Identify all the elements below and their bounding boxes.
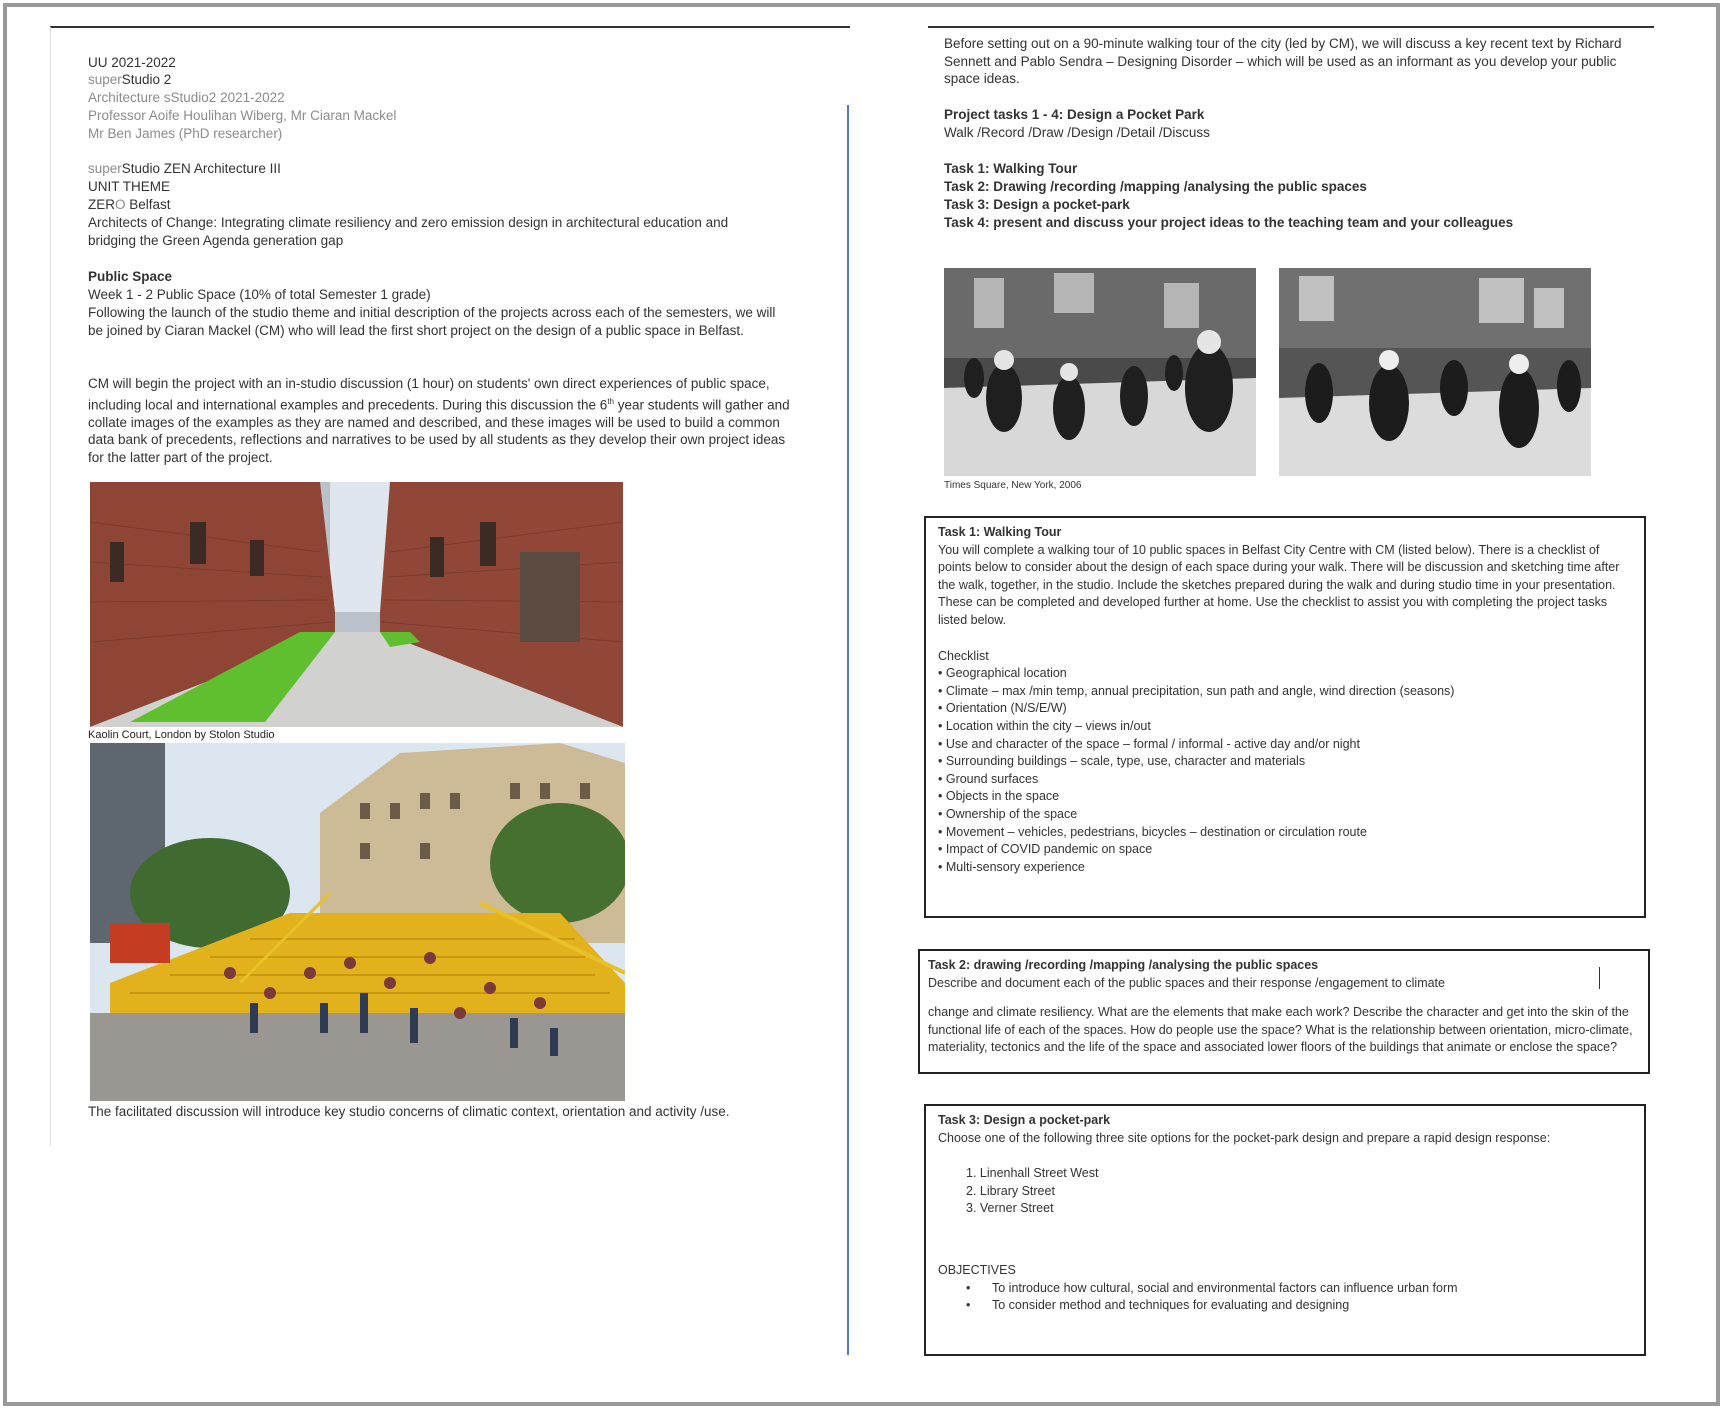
superstudio-line: [88, 160, 281, 178]
task3-title: Task 3: Design a pocket-park: [938, 1113, 1111, 1127]
yellow-steps-illustration: [90, 743, 625, 1101]
snowball-photo-1: [944, 268, 1256, 476]
objective-text: To consider method and techniques for evaluating and designing: [992, 1298, 1350, 1313]
public-space-heading: Public Space: [88, 269, 173, 284]
week-line: Week 1 - 2 Public Space (10% of total Semester 1 grade): [88, 287, 431, 302]
task2-line1: Describe and document each of the public spaces and their response /engagement to climate: [928, 975, 1445, 990]
cm-paragraph-b: year students will gather and collate images of the examples as they are named and described, and these images will be used to build a common data bank of precedents, reflections and narratives to be used by all students as they develop their own project ideas for the latter part of the project.: [88, 397, 790, 465]
checklist-item: • Multi-sensory experience: [938, 859, 1085, 874]
task3-body: Choose one of the following three site options for the pocket-park design and prepare a rapid design response:: [938, 1130, 1551, 1145]
task2-title: Task 2: drawing /recording /mapping /analysing the public spaces: [928, 958, 1319, 972]
task-list-item-3: Task 3: Design a pocket-park: [944, 197, 1130, 212]
zero-mark: O: [115, 197, 126, 212]
times-square-caption: Times Square, New York, 2006: [944, 480, 1082, 491]
checklist-item: • Movement – vehicles, pedestrians, bicycles – destination or circulation route: [938, 824, 1367, 839]
objective-item: [966, 1280, 1634, 1298]
checklist-item: • Ownership of the space: [938, 806, 1078, 821]
year-line: UU 2021-2022: [88, 55, 176, 70]
checklist-title: Checklist: [938, 648, 989, 663]
task2-box: [918, 949, 1650, 1074]
right-intro: Before setting out on a 90-minute walking tour of the city (led by CM), we will discuss a key recent text by Richard Sennett and Pablo Sendra – Designing Disorder – which will be used as an informant as you develop your public space ideas.: [944, 36, 1622, 86]
zero-suffix: Belfast: [125, 197, 171, 212]
checklist-item: • Objects in the space: [938, 789, 1060, 804]
objectives-title: OBJECTIVES: [938, 1262, 1016, 1277]
bullet-icon: •: [966, 1280, 971, 1295]
kaolin-caption: Kaolin Court, London by Stolon Studio: [88, 729, 275, 741]
super-prefix: super: [88, 72, 122, 87]
researcher-line: Mr Ben James (PhD researcher): [88, 126, 283, 141]
task1-title: Task 1: Walking Tour: [938, 525, 1062, 539]
closing-paragraph: The facilitated discussion will introduce key studio concerns of climatic context, orientation and activity /use.: [88, 1104, 730, 1119]
yellow-steps-photo: [90, 743, 625, 1101]
site-item: 2. Library Street: [966, 1183, 1055, 1198]
task-list-item-2: Task 2: Drawing /recording /mapping /analysing the public spaces: [944, 179, 1367, 194]
staff-line: Professor Aoife Houlihan Wiberg, Mr Ciaran Mackel: [88, 108, 397, 123]
objective-text: To introduce how cultural, social and environmental factors can influence urban form: [992, 1280, 1458, 1295]
task2-body: change and climate resiliency. What are the elements that make each work? Describe the character and get into the skin of the functional life of each of the spaces. How do people use the space? What is the relationship between orientation, micro-climate, materiality, tectonics and the life of the space and associated lower floors of the buildings that animate or enclose the space?: [928, 1005, 1633, 1055]
site-list: [938, 1165, 1634, 1218]
super-prefix-2: super: [88, 161, 122, 176]
page-divider: [847, 105, 849, 1355]
architects-of-change: Architects of Change: Integrating climate resiliency and zero emission design in architectural education and bridging the Green Agenda generation gap: [88, 215, 729, 248]
task-list-item-1: Task 1: Walking Tour: [944, 161, 1078, 176]
unit-theme: UNIT THEME: [88, 179, 171, 194]
checklist-item: • Orientation (N/S/E/W): [938, 701, 1067, 716]
snowball-illustration-1: [944, 268, 1256, 476]
checklist-item: • Location within the city – views in/out: [938, 718, 1151, 733]
zero-prefix: ZER: [88, 197, 115, 212]
project-tasks-heading: Project tasks 1 - 4: Design a Pocket Park: [944, 107, 1205, 122]
course-line: Architecture sStudio2 2021-2022: [88, 90, 285, 105]
superstudio-name: Studio ZEN Architecture III: [121, 161, 281, 176]
site-item: 3. Verner Street: [966, 1201, 1054, 1216]
checklist-item: • Climate – max /min temp, annual precipitation, sun path and angle, wind direction (seasons): [938, 683, 1455, 698]
snowball-photo-2: [1279, 268, 1591, 476]
task-list-item-4: Task 4: present and discuss your project ideas to the teaching team and your colleagues: [944, 215, 1514, 230]
bullet-icon: •: [966, 1298, 971, 1313]
checklist-item: • Use and character of the space – formal / informal - active day and/or night: [938, 736, 1360, 751]
objectives-list: [938, 1280, 1634, 1315]
kaolin-court-illustration: [90, 482, 623, 727]
kaolin-court-photo: [90, 482, 623, 727]
project-tasks-sub: Walk /Record /Draw /Design /Detail /Discuss: [944, 125, 1210, 140]
cm-sup: th: [607, 396, 614, 406]
checklist-item: • Geographical location: [938, 666, 1067, 681]
checklist-item: • Ground surfaces: [938, 771, 1039, 786]
studio-line: [88, 71, 171, 89]
cm-paragraph: [88, 375, 790, 466]
task3-box: [924, 1104, 1646, 1356]
objective-item: [966, 1297, 1634, 1315]
site-item: 1. Linenhall Street West: [966, 1166, 1099, 1181]
zero-belfast: [88, 196, 171, 214]
checklist-item: • Impact of COVID pandemic on space: [938, 842, 1153, 857]
checklist-item: • Surrounding buildings – scale, type, use, character and materials: [938, 754, 1306, 769]
intro-paragraph: Following the launch of the studio theme and initial description of the projects across each of the semesters, we will be joined by Ciaran Mackel (CM) who will lead the first short project on the design of a public space in Belfast.: [88, 305, 776, 338]
studio-name: Studio 2: [121, 72, 172, 87]
snowball-illustration-2: [1279, 268, 1591, 476]
task1-body: You will complete a walking tour of 10 public spaces in Belfast City Centre with CM (listed below). There is a checklist of points below to consider about the design of each space during your walk. There will be discussion and sketching time after the walk, together, in the studio. Include the sketches prepared during the walk and during studio time in your presentation. These can be completed and developed further at home. Use the checklist to assist you with completing the project tasks listed below.: [938, 542, 1620, 627]
text-cursor: [1599, 967, 1600, 989]
task1-box: [924, 516, 1646, 918]
cm-paragraph-a: CM will begin the project with an in-studio discussion (1 hour) on students' own direct experiences of public space, including local and international examples and precedents. During this discussion the 6: [88, 376, 770, 412]
